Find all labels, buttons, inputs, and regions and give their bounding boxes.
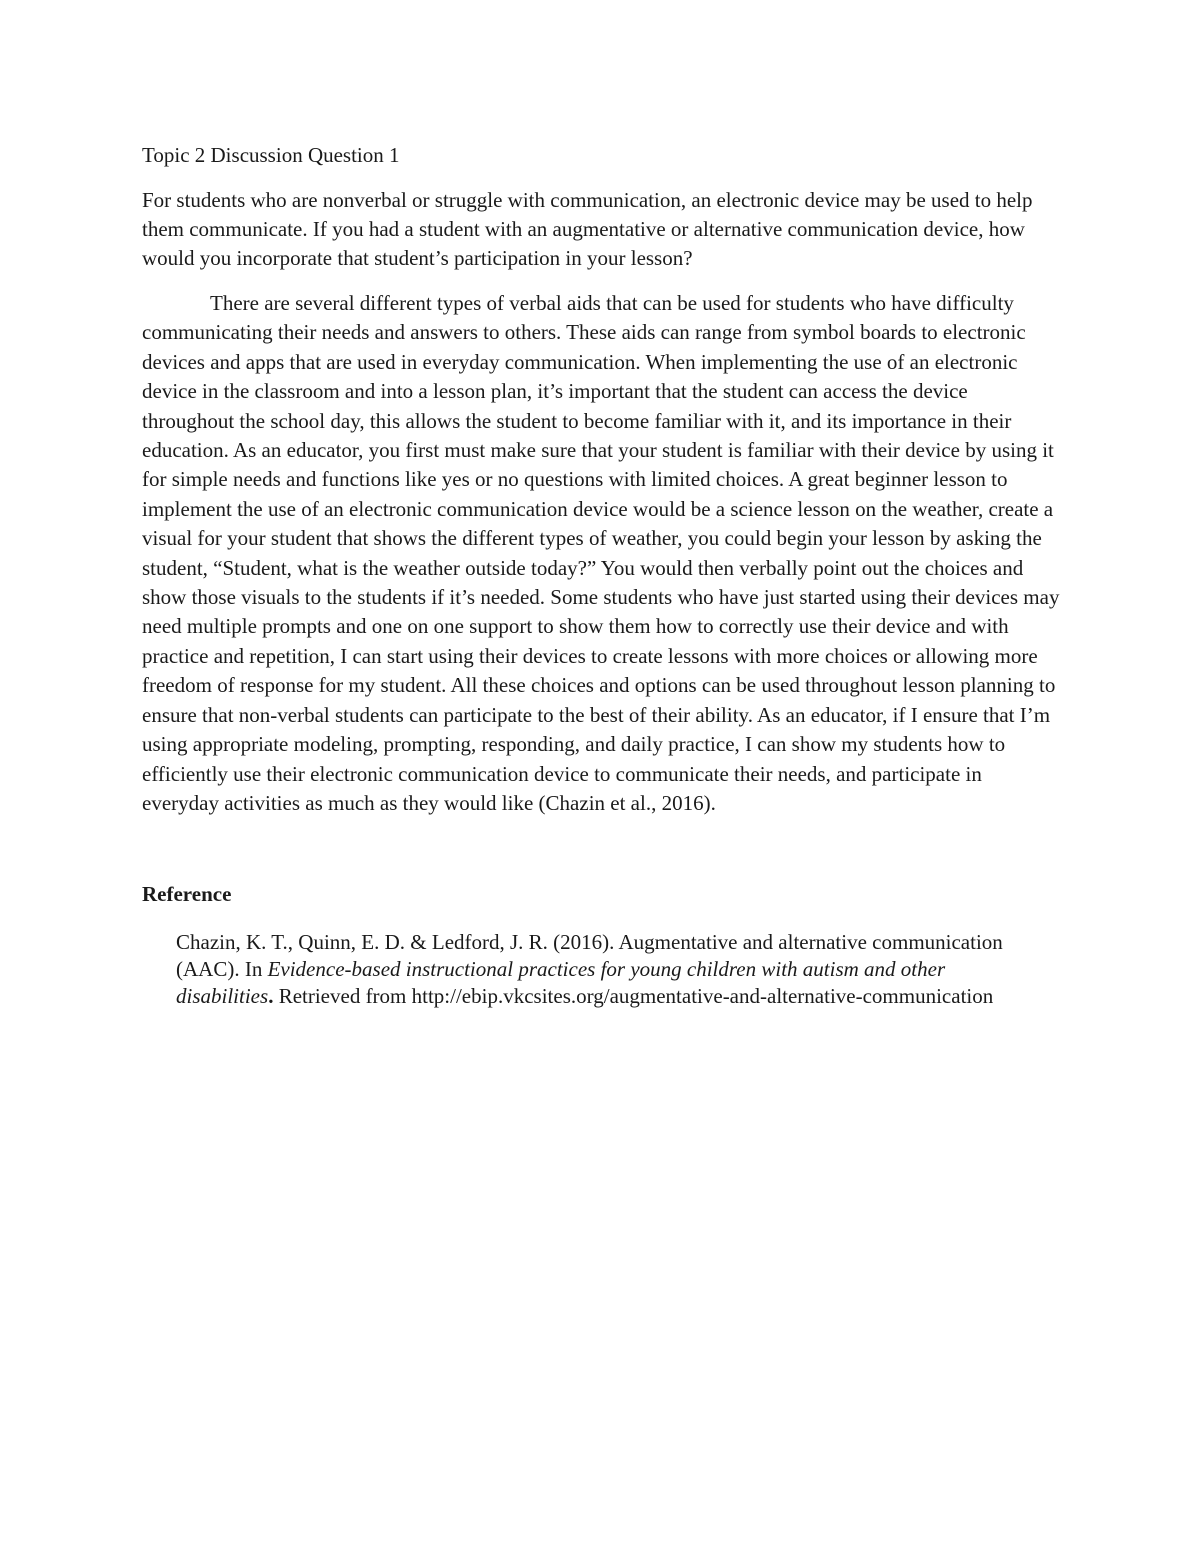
response-paragraph: There are several different types of verbal aids that can be used for students who have difficulty communicating their needs and answers to others. These aids can range from symbol boards to electronic devices and apps that are used in everyday communication. When implementing the use of an electronic device in the classroom and into a lesson plan, it’s important that the student can access the device throughout the school day, this allows the student to become familiar with it, and its importance in their education. As an educator, you first must make sure that your student is familiar with their device by using it for simple needs and functions like yes or no questions with limited choices. A great beginner lesson to implement the use of an electronic communication device would be a science lesson on the weather, create a visual for your student that shows the different types of weather, you could begin your lesson by asking the student, “Student, what is the weather outside today?” You would then verbally point out the choices and show those visuals to the students if it’s needed. Some students who have just started using their devices may need multiple prompts and one on one support to show them how to correctly use their device and with practice and repetition, I can start using their devices to create lessons with more choices or allowing more freedom of response for my student. All these choices and options can be used throughout lesson planning to ensure that non-verbal students can participate to the best of their ability. As an educator, if I ensure that I’m using appropriate modeling, prompting, responding, and daily practice, I can show my students how to efficiently use their electronic communication device to communicate their needs, and participate in everyday activities as much as they would like (Chazin et al., 2016).: [142, 291, 1060, 815]
discussion-question: For students who are nonverbal or struggle with communication, an electronic device may be used to help them communicate. If you had a student with an augmentative or alternative communication device, how would you incorporate that student’s participation in your lesson?: [142, 188, 1033, 270]
reference-retrieved: Retrieved from http://ebip.vkcsites.org/augmentative-and-alternative-communication: [273, 984, 994, 1009]
reference-entry: [176, 929, 1046, 1010]
reference-heading: Reference: [142, 882, 232, 907]
reference-authors: Chazin, K. T., Quinn, E. D. & Ledford, J. R. (2016). Augmentative and alternative communication (AAC). In: [176, 930, 1003, 982]
document-content: [142, 141, 1064, 1010]
reference-book-title: Evidence-based instructional practices for young children with autism and other disabilities: [176, 957, 946, 1009]
reference-period: .: [268, 984, 274, 1009]
document-title: Topic 2 Discussion Question 1: [142, 143, 400, 167]
